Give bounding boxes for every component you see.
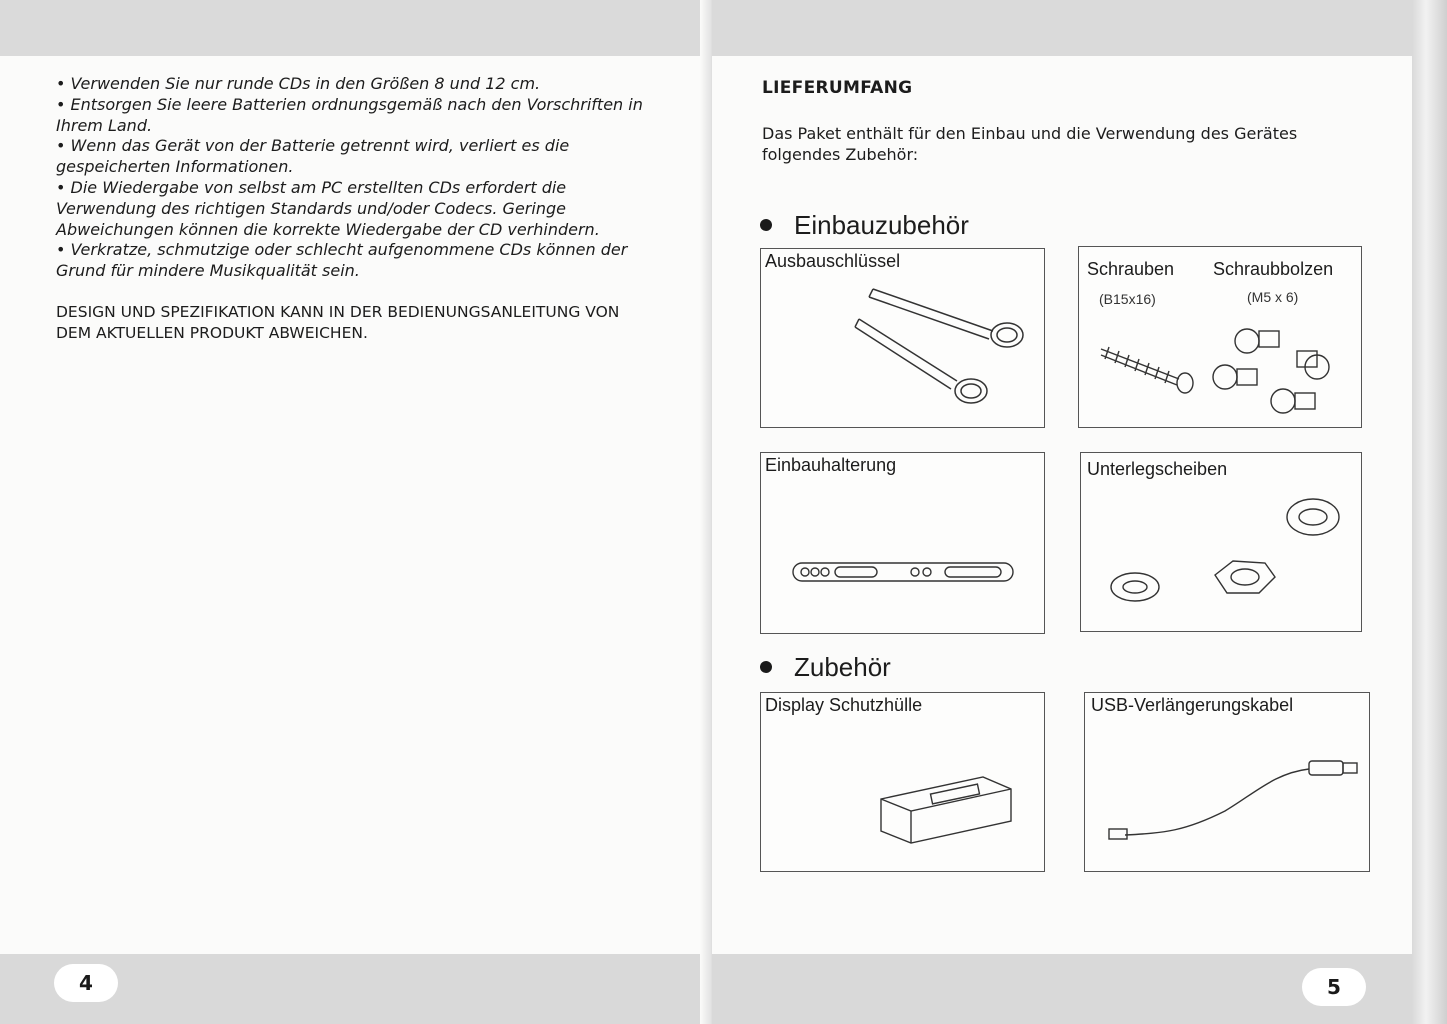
safety-bullet-list <box>56 74 660 282</box>
einbau-heading <box>760 210 969 241</box>
einbau-heading-text: Einbauzubehör <box>794 210 969 240</box>
page-number-left: 4 <box>54 964 118 1002</box>
right-page <box>712 0 1412 1024</box>
washers-icon <box>1081 453 1361 631</box>
top-band <box>0 0 712 56</box>
design-notice: DESIGN UND SPEZIFIKATION KANN IN DER BEDIENUNGSANLEITUNG VON DEM AKTUELLEN PRODUKT ABWEICHEN. <box>56 303 620 342</box>
page-edge <box>1412 0 1447 1024</box>
display-case-icon <box>761 693 1044 871</box>
box-label: Ausbauschlüssel <box>765 251 901 271</box>
bolts-label: Schraubbolzen <box>1213 259 1334 279</box>
bullet-item: • Entsorgen Sie leere Batterien ordnungsgemäß nach den Vorschriften in Ihrem Land. <box>56 95 660 137</box>
bullet-item: • Verwenden Sie nur runde CDs in den Größen 8 und 12 cm. <box>56 74 660 95</box>
zubehoer-heading <box>760 652 891 683</box>
box-unterlegscheiben <box>1080 452 1362 632</box>
screws-label: Schrauben <box>1087 259 1175 279</box>
zubehoer-heading-text: Zubehör <box>794 652 891 682</box>
screws-icon <box>1079 247 1361 427</box>
bolts-dimension: (M5 x 6) <box>1247 289 1299 305</box>
removal-keys-icon <box>761 249 1044 427</box>
section-title: LIEFERUMFANG <box>762 78 913 98</box>
bullet-item: • Wenn das Gerät von der Batterie getrennt wird, verliert es die gespeicherten Informationen. <box>56 136 660 178</box>
left-page <box>0 0 712 1024</box>
bullet-item: • Die Wiedergabe von selbst am PC erstellten CDs erfordert die Verwendung des richtigen Standards und/oder Codecs. Geringe Abweichungen können die korrekte Wiedergabe der CD verhindern. <box>56 178 660 240</box>
usb-cable-icon <box>1085 693 1369 871</box>
box-ausbauschluessel <box>760 248 1045 428</box>
box-label: Einbauhalterung <box>765 455 897 475</box>
box-label: USB-Verlängerungskabel <box>1091 695 1294 715</box>
intro-text: Das Paket enthält für den Einbau und die Verwendung des Gerätes folgendes Zubehör: <box>762 124 1298 164</box>
box-einbauhalterung <box>760 452 1045 634</box>
box-label: Display Schutzhülle <box>765 695 923 715</box>
top-band <box>712 0 1412 56</box>
mounting-bracket-icon <box>761 453 1044 633</box>
box-display-schutzhuelle <box>760 692 1045 872</box>
box-schrauben <box>1078 246 1362 428</box>
box-usb-kabel <box>1084 692 1370 872</box>
bullet-item: • Verkratze, schmutzige oder schlecht aufgenommene CDs können der Grund für mindere Musikqualität sein. <box>56 240 660 282</box>
screws-dimension: (B15x16) <box>1099 291 1156 307</box>
bullet-dot-icon <box>760 219 772 231</box>
bullet-dot-icon <box>760 661 772 673</box>
page-number-right: 5 <box>1302 968 1366 1006</box>
box-label: Unterlegscheiben <box>1087 459 1228 479</box>
